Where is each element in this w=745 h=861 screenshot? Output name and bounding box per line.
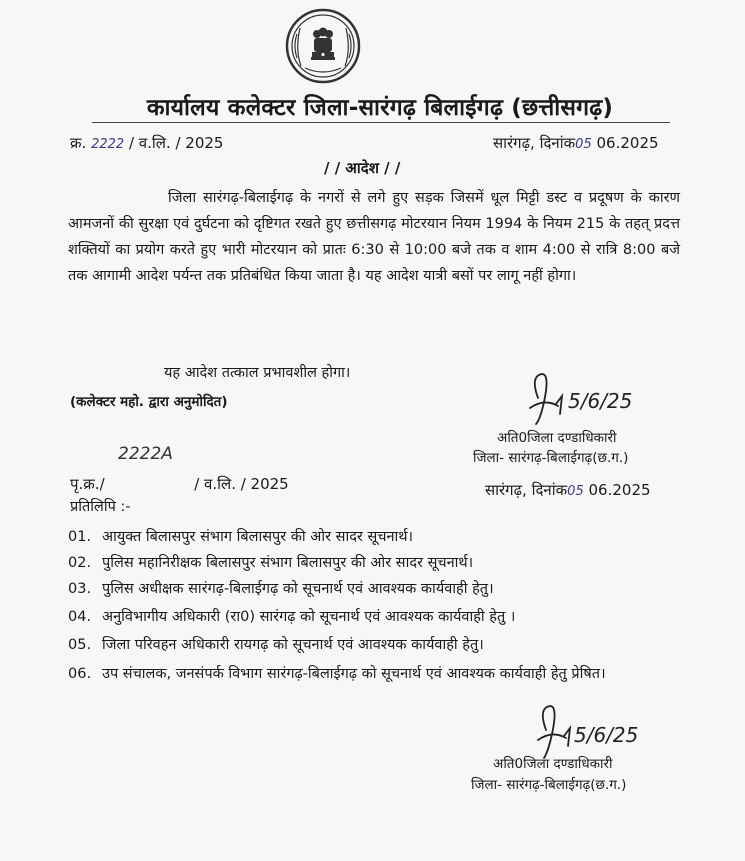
list-item-text: उप संचालक, जनसंपर्क विभाग सारंगढ़-बिलाईगढ़ को सूचनार्थ एवं आवश्यक कार्यवाही हेतु प्रेषित।	[102, 666, 606, 682]
list-item	[68, 551, 680, 575]
effect-text: यह आदेश तत्काल प्रभावशील होगा।	[164, 365, 351, 381]
list-item-number: 02.	[68, 555, 92, 571]
endorsement-date-printed: 06.2025	[588, 481, 651, 499]
list-item	[68, 525, 680, 549]
date-handwritten: 05	[575, 137, 592, 152]
order-heading: / / आदेश / /	[324, 159, 401, 177]
list-item	[68, 605, 680, 629]
endorsement-place-date	[485, 480, 651, 500]
copy-label: प्रतिलिपि :-	[70, 499, 131, 515]
date-printed: 06.2025	[596, 134, 659, 152]
order-text: जिला सारंगढ़-बिलाईगढ़ के नगरों से लगे हुए सड़क जिसमें धूल मिट्टी डस्ट व प्रदूषण के कारण आमजनों की सुरक्षा एवं दुर्घटना को दृष्टिगत रखते हुए छत्तीसगढ़ मोटरयान नियम 1994 के नियम 215 के तहत् प्रदत्त शक्तियों का प्रयोग करते हुए भारी मोटरयान को प्रातः 6:30 से 10:00 बजे तक व शाम 4:00 से रात्रि 8:00 बजे तक आगामी आदेश पर्यन्त तक प्रतिबंधित किया जाता है। यह आदेश यात्री बसों पर लागू नहीं होगा।	[68, 190, 680, 284]
approval-note: (कलेक्टर महो. द्वारा अनुमोदित)	[70, 394, 228, 410]
place-date-label: सारंगढ़, दिनांक	[493, 134, 576, 152]
list-item-text: अनुविभागीय अधिकारी (रा0) सारंगढ़ को सूचनार्थ एवं आवश्यक कार्यवाही हेतु ।	[102, 609, 516, 625]
signature-1-district: जिला- सारंगढ़-बिलाईगढ़(छ.ग.)	[473, 450, 629, 466]
list-item-number: 03.	[68, 581, 92, 597]
list-item-number: 01.	[68, 529, 92, 545]
endorsement-suffix: / व.लि. / 2025	[194, 475, 289, 493]
state-emblem-seal	[283, 6, 363, 86]
endorsement-place-date-label: सारंगढ़, दिनांक	[485, 481, 568, 499]
title-underline	[92, 122, 670, 123]
endorsement-prefix: पृ.क्र./	[70, 475, 105, 493]
signature-1-designation: अति0जिला दण्डाधिकारी	[497, 430, 617, 446]
signature-1	[500, 368, 660, 430]
list-item	[68, 633, 680, 657]
endorsement-handwritten-number: 2222A	[118, 444, 173, 464]
list-item-number: 04.	[68, 609, 92, 625]
endorsement-date-handwritten: 05	[567, 484, 584, 499]
ref-handwritten-number: 2222	[91, 137, 125, 152]
list-item-text: पुलिस महानिरीक्षक बिलासपुर संभाग बिलासपुर की ओर सादर सूचनार्थ।	[102, 555, 474, 571]
list-item	[68, 662, 680, 686]
place-date	[493, 133, 659, 153]
list-item	[68, 577, 680, 601]
ref-suffix: / व.लि. / 2025	[128, 134, 224, 152]
list-item-text: पुलिस अधीक्षक सारंगढ़-बिलाईगढ़ को सूचनार्थ एवं आवश्यक कार्यवाही हेतु।	[102, 581, 494, 597]
endorsement-number	[70, 474, 289, 494]
reference-number	[70, 133, 223, 153]
signature-1-date: 5/6/25	[568, 389, 633, 413]
signature-2-district: जिला- सारंगढ़-बिलाईगढ़(छ.ग.)	[471, 777, 627, 793]
list-item-text: जिला परिवहन अधिकारी रायगढ़ को सूचनार्थ एवं आवश्यक कार्यवाही हेतु।	[102, 637, 484, 653]
signature-2-date: 5/6/25	[574, 723, 639, 747]
signature-2-designation: अति0जिला दण्डाधिकारी	[493, 756, 613, 772]
ref-prefix: क्र.	[70, 134, 87, 152]
list-item-number: 05.	[68, 637, 92, 653]
office-title: कार्यालय कलेक्टर जिला-सारंगढ़ बिलाईगढ़ (छत्तीसगढ़)	[146, 95, 614, 121]
list-item-number: 06.	[68, 666, 92, 682]
list-item-text: आयुक्त बिलासपुर संभाग बिलासपुर की ओर सादर सूचनार्थ।	[102, 529, 414, 545]
